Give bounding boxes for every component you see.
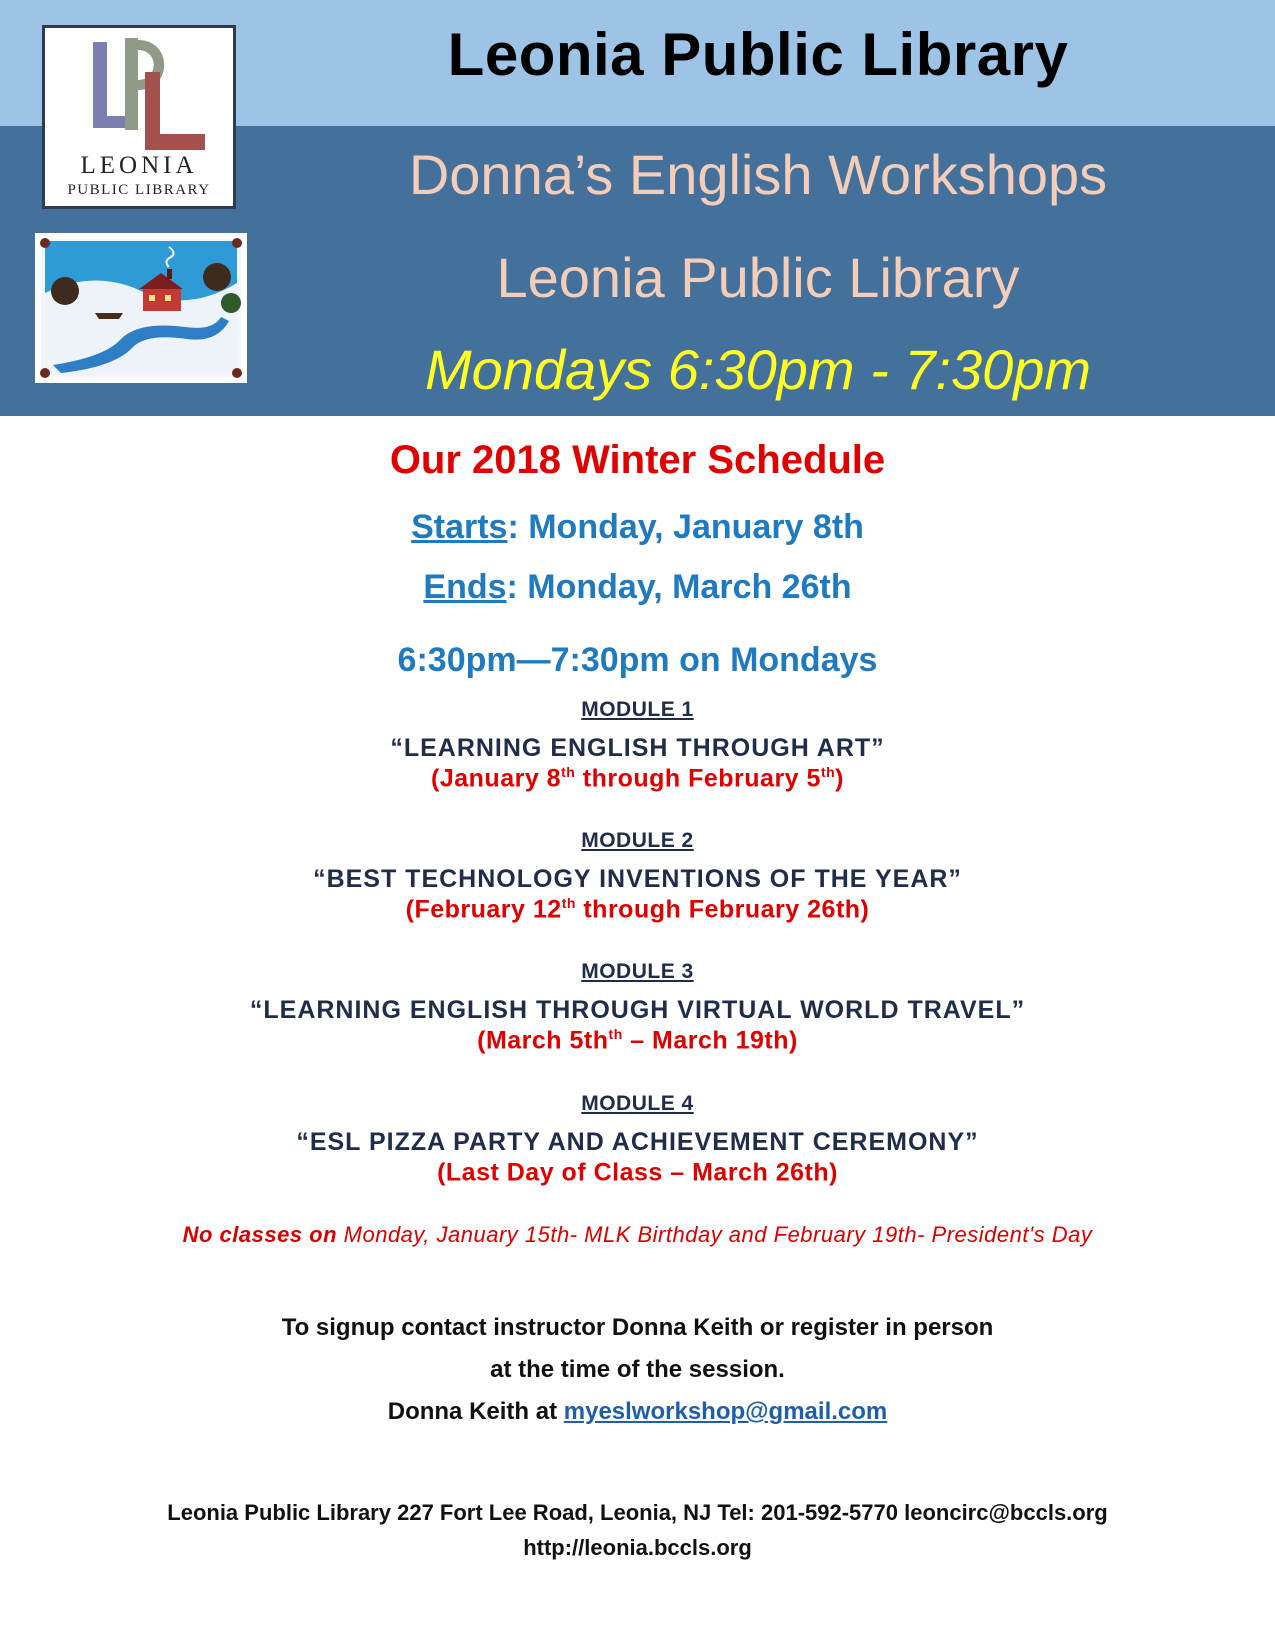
starts-label: Starts — [411, 508, 508, 546]
module-2-title: “BEST TECHNOLOGY INVENTIONS OF THE YEAR” — [313, 865, 962, 893]
signup-contact-prefix: Donna Keith at — [387, 1398, 564, 1425]
no-classes-notice — [0, 1222, 1275, 1248]
module-4-dates: (Last Day of Class – March 26th) — [437, 1158, 838, 1187]
schedule-end-date — [0, 568, 1275, 607]
module-3-label: MODULE 3 — [581, 960, 694, 983]
signup-line-3 — [0, 1398, 1275, 1426]
schedule-start-date — [0, 508, 1275, 547]
lpl-monogram-icon — [45, 34, 233, 152]
module-3-dates: (March $5th^{th}$ – March 19th) — [477, 1026, 798, 1055]
module-1-title: “LEARNING ENGLISH THROUGH ART” — [390, 734, 885, 762]
schedule-title: Our 2018 Winter Schedule — [389, 438, 886, 482]
signup-line-2: at the time of the session. — [490, 1356, 785, 1383]
header-meeting-time: Mondays 6:30pm - 7:30pm — [424, 338, 1092, 401]
logo-text-leonia: LEONIA — [80, 152, 198, 179]
signup-line-1: To signup contact instructor Donna Keith or register in person — [281, 1314, 994, 1341]
logo-text-public-library: PUBLIC LIBRARY — [67, 182, 211, 198]
header-workshop-name: Donna’s English Workshops — [408, 143, 1108, 206]
footer-website: http://leonia.bccls.org — [523, 1535, 752, 1560]
instructor-email-link[interactable]: myeslworkshop@gmail.com — [563, 1398, 888, 1425]
module-2-label: MODULE 2 — [581, 829, 694, 852]
module-4-title: “ESL PIZZA PARTY AND ACHIEVEMENT CEREMONY” — [296, 1128, 979, 1156]
header-title: Leonia Public Library — [447, 21, 1069, 88]
module-1-label: MODULE 1 — [581, 698, 694, 721]
module-4-label: MODULE 4 — [581, 1092, 694, 1115]
ends-label: Ends — [423, 568, 507, 606]
starts-value: : Monday, January 8th — [507, 508, 864, 546]
module-1-dates: (January 8th through February 5th) — [431, 764, 844, 793]
module-2-dates: (February 12th through February 26th) — [405, 895, 870, 924]
ends-value: : Monday, March 26th — [506, 568, 852, 606]
no-classes-lead: No classes on — [182, 1222, 338, 1247]
schedule-hours: 6:30pm—7:30pm on Mondays — [397, 641, 878, 679]
winter-house-painting — [35, 233, 247, 383]
footer-address: Leonia Public Library 227 Fort Lee Road, Leonia, NJ Tel: 201-592-5770 leoncirc@bccls.org — [167, 1500, 1108, 1525]
module-3-title: “LEARNING ENGLISH THROUGH VIRTUAL WORLD TRAVEL” — [249, 996, 1026, 1024]
header-library-name: Leonia Public Library — [496, 246, 1020, 309]
library-logo — [42, 25, 236, 209]
no-classes-dates: Monday, January 15th- MLK Birthday and February 19th- President's Day — [337, 1222, 1093, 1247]
